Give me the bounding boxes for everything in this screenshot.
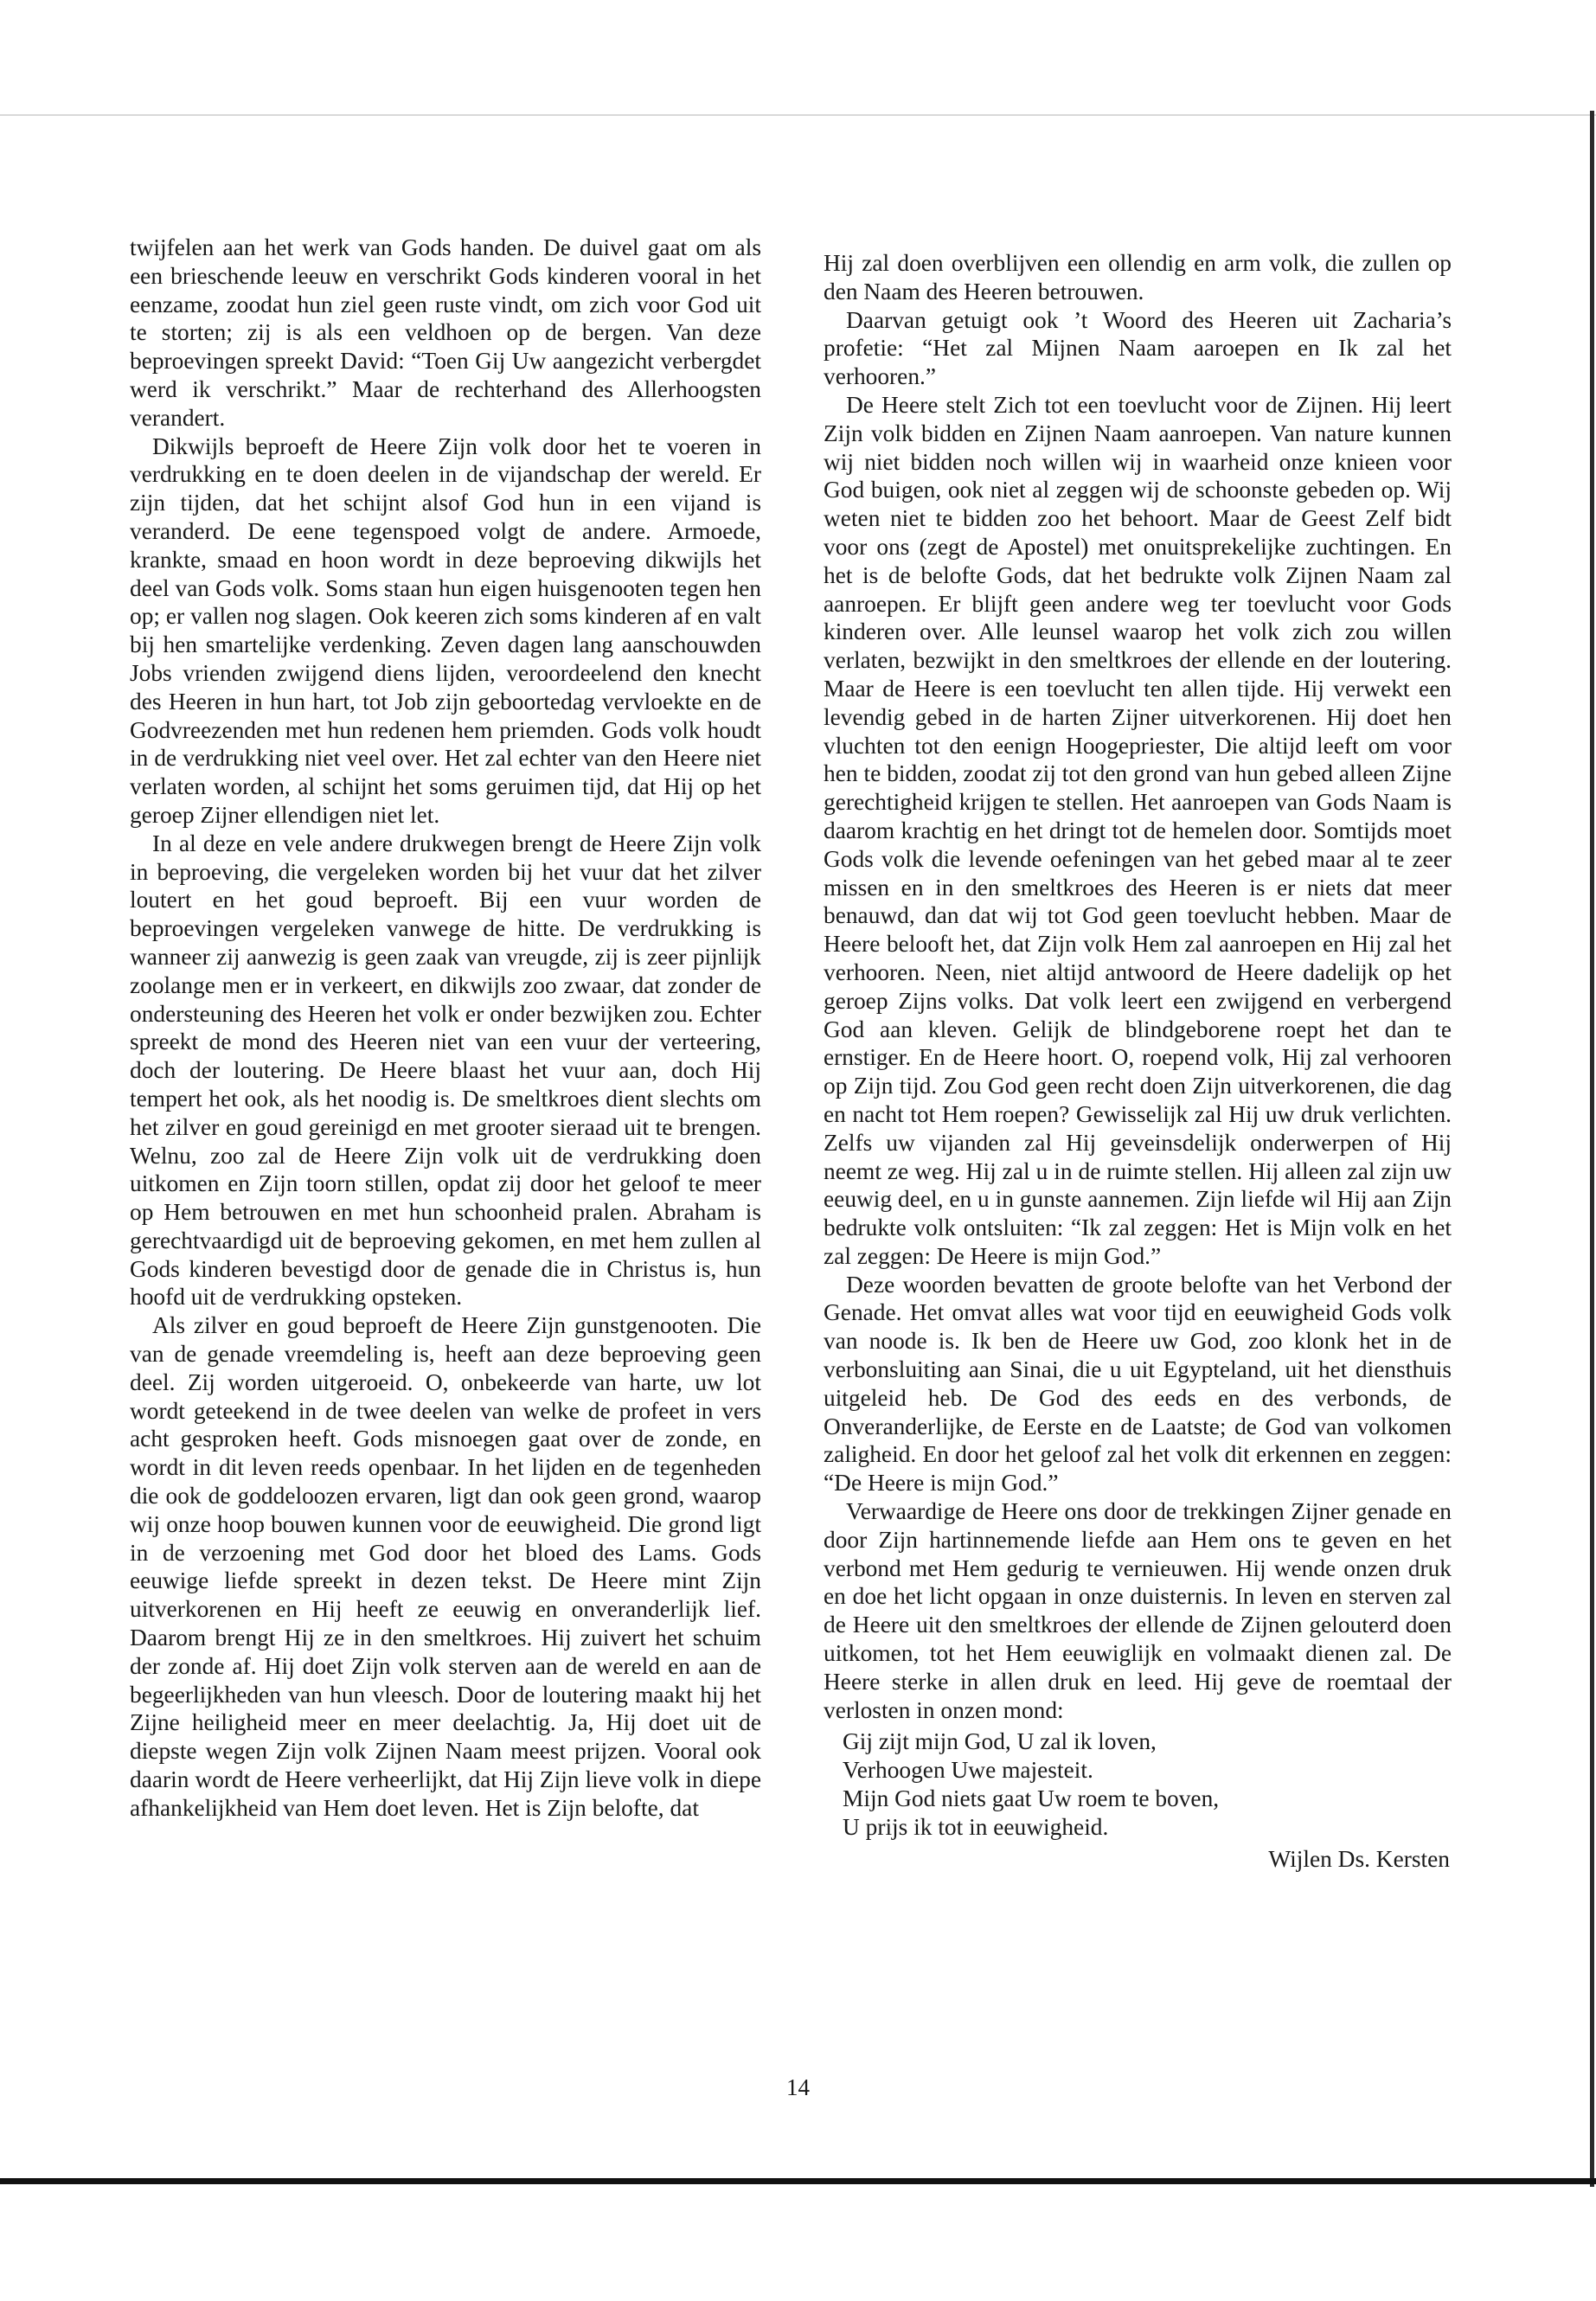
page-bottom-edge — [0, 2178, 1596, 2184]
right-column — [824, 249, 1452, 1873]
poem-verse — [843, 1727, 1452, 1841]
paragraph: Deze woorden bevatten de groote belofte van het Verbond der Genade. Het omvat alles wat voor tijd en eeuwigheid Gods volk van noode is. Ik ben de Heere uw God, zoo klonk het in de verbonsluiting aan Sinai, die u uit Egypteland, uit het diensthuis uitgeleid heb. De God des eeds en des verbonds, de Onveranderlijke, de Eerste en de Laatste; de God van volkomen zaligheid. En door het geloof zal het volk dit erkennen en zeggen: “De Heere is mijn God.” — [824, 1271, 1452, 1497]
page-number: 14 — [786, 2074, 810, 2100]
page-top-edge — [0, 114, 1596, 116]
poem-line: Gij zijt mijn God, U zal ik loven, — [843, 1728, 1157, 1755]
paragraph: Daarvan getuigt ook ’t Woord des Heeren uit Zacharia’s profetie: “Het zal Mijnen Naam aaroepen en Ik zal het verhooren.” — [824, 306, 1452, 390]
paragraph: In al deze en vele andere drukwegen brengt de Heere Zijn volk in beproeving, die vergeleken worden bij het vuur dat het zilver loutert en het goud beproeft. Bij een vuur worden de beproevingen vergeleken vanwege de hitte. De verdrukking is wanneer zij aanwezig is geen zaak van vreugde, zij is zeer pijnlijk zoolange men er in verkeert, en dikwijls zoo zwaar, dat zonder de ondersteuning des Heeren het volk er onder bezwijken zou. Echter spreekt de mond des Heeren niet van een vuur der verteering, doch der loutering. De Heere blaast het vuur aan, doch Hij tempert het ook, als het noodig is. De smeltkroes dient slechts om het zilver en goud gereinigd en met grooter sieraad uit te brengen. Welnu, zoo zal de Heere Zijn volk uit de verdrukking doen uitkomen en Zijn toorn stillen, opdat zij door het geloof te meer op Hem betrouwen en met hun schoonheid pralen. Abraham is gerechtvaardigd uit de beproeving gekomen, en met hem zullen al Gods kinderen bevestigd door de genade die in Christus is, hun hoofd uit de verdrukking opsteken. — [130, 830, 761, 1311]
page-right-edge — [1590, 111, 1594, 2187]
poem-line: Verhoogen Uwe majesteit. — [843, 1757, 1093, 1784]
paragraph: De Heere stelt Zich tot een toevlucht voor de Zijnen. Hij leert Zijn volk bidden en Zijnen Naam aanroepen. Van nature kunnen wij niet bidden noch willen wij in waarheid onze knieen voor God buigen, ook niet al zeggen wij de schoonste gebeden op. Wij weten niet te bidden zoo het behoort. Maar de Geest Zelf bidt voor ons (zegt de Apostel) met onuitsprekelijke zuchtingen. En het is de belofte Gods, dat het bedrukte volk Zijnen Naam zal aanroepen. Er blijft geen andere weg ter toevlucht voor Gods kinderen over. Alle leunsel waarop het volk zich zou willen verlaten, bezwijkt in den smeltkroes der ellende en der loutering. Maar de Heere is een toevlucht ten allen tijde. Hij verwekt een levendig gebed in de harten Zijner uitverkorenen. Hij doet hen vluchten tot den eenign Hoogepriester, Die altijd leeft om voor hen te bidden, zoodat zij tot den grond van hun gebed alleen Zijne gerechtigheid krijgen te stellen. Het aanroepen van Gods Naam is daarom krachtig en het dringt tot de hemelen door. Somtijds moet Gods volk die levende oefeningen van het gebed maar al te zeer missen en in den smeltkroes des Heeren is er niets dat meer benauwd, dan dat wij tot God geen toevlucht hebben. Maar de Heere belooft het, dat Zijn volk Hem zal aanroepen en Hij zal het verhooren. Neen, niet altijd antwoord de Heere dadelijk op het geroep Zijns volks. Dat volk leert een zwijgend en verbergend God aan kleven. Gelijk de blindgeborene roept het dan te ernstiger. En de Heere hoort. O, roepend volk, Hij zal verhooren op Zijn tijd. Zou God geen recht doen Zijn uitverkorenen, die dag en nacht tot Hem roepen? Gewisselijk zal Hij uw druk verlichten. Zelfs uw vijanden zal Hij geveinsdelijk onderwerpen of Hij neemt ze weg. Hij zal u in de ruimte stellen. Hij alleen zal zijn uw eeuwig deel, en u in gunste aannemen. Zijn liefde wil Hij aan Zijn bedrukte volk ontsluiten: “Ik zal zeggen: Het is Mijn volk en het zal zeggen: De Heere is mijn God.” — [824, 391, 1452, 1269]
paragraph: Verwaardige de Heere ons door de trekkingen Zijner genade en door Zijn hartinnemende liefde aan Hem ons te geven en het verbond met Hem gedurig te vernieuwen. Hij wende onzen druk en doe het licht opgaan in onze duisternis. In leven en sterven zal de Heere uit den smeltkroes der ellende de Zijnen gelouterd doen uitkomen, tot het Hem eeuwiglijk en volmaakt dienen zal. De Heere sterke in allen druk en leed. Hij geve de roemtaal der verlosten in onzen mond: — [824, 1498, 1452, 1723]
left-column — [130, 234, 761, 1823]
author-signature: Wijlen Ds. Kersten — [1268, 1845, 1450, 1872]
poem-line: U prijs ik tot in eeuwigheid. — [843, 1813, 1109, 1840]
paragraph: Als zilver en goud beproeft de Heere Zijn gunstgenooten. Die van de genade vreemdeling is, heeft aan deze beproeving geen deel. Zij worden uitgeroeid. O, onbekeerde van harte, uw lot wordt geteekend in de twee deelen van welke de profeet in vers acht gesproken heeft. Gods misnoegen gaat over de zonde, en wordt in dit leven reeds openbaar. In het lijden en de tegenheden die ook de goddeloozen ervaren, ligt dan ook geen grond, waarop wij onze hoop bouwen kunnen voor de eeuwigheid. Die grond ligt in de verzoening met God door het bloed des Lams. Gods eeuwige liefde spreekt in dezen tekst. De Heere mint Zijn uitverkorenen en Hij heeft ze eeuwig en onveranderlijk lief. Daarom brengt Hij ze in den smeltkroes. Hij zuivert het schuim der zonde af. Hij doet Zijn volk sterven aan de wereld en aan de begeerlijkheden van hun vleesch. Door de loutering maakt hij het Zijne heiligheid meer en meer deelachtig. Ja, Hij doet uit de diepste wegen Zijn volk Zijnen Naam meest prijzen. Vooral ook daarin wordt de Heere verheerlijkt, dat Hij Zijn lieve volk in diepe afhankelijkheid van Hem doet leven. Het is Zijn belofte, dat — [130, 1312, 761, 1821]
paragraph: Dikwijls beproeft de Heere Zijn volk door het te voeren in verdrukking en te doen deelen in de vijandschap der wereld. Er zijn tijden, dat het schijnt alsof God hun in een vijand is veranderd. De eene tegenspoed volgt de andere. Armoede, krankte, smaad en hoon wordt in deze beproeving dikwijls het deel van Gods volk. Soms staan hun eigen huisgenooten tegen hen op; er vallen nog slagen. Ook keeren zich soms kinderen af en valt bij hen smartelijke verdenking. Zeven dagen lang aanschouwden Jobs vrienden zwijgend diens lijden, veroordeelend den knecht des Heeren in hun hart, tot Job zijn geboortedag vervloekte en de Godvreezenden met hun redenen hem priemden. Gods volk houdt in de verdrukking niet veel over. Het zal echter van den Heere niet verlaten worden, al schijnt het soms geruimen tijd, dat Hij op het geroep Zijner ellendigen niet let. — [130, 433, 761, 828]
paragraph: Hij zal doen overblijven een ollendig en arm volk, die zullen op den Naam des Heeren betrouwen. — [824, 250, 1452, 304]
poem-line: Mijn God niets gaat Uw roem te boven, — [843, 1785, 1220, 1812]
paragraph: twijfelen aan het werk van Gods handen. De duivel gaat om als een brieschende leeuw en verschrikt Gods kinderen vooral in het eenzame, zoodat hun ziel geen ruste vindt, om zich voor God uit te storten; zij is als een veldhoen op de bergen. Van deze beproevingen spreekt David: “Toen Gij Uw aangezicht verbergdet werd ik verschrikt.” Maar de rechterhand des Allerhoogsten verandert. — [130, 234, 761, 431]
